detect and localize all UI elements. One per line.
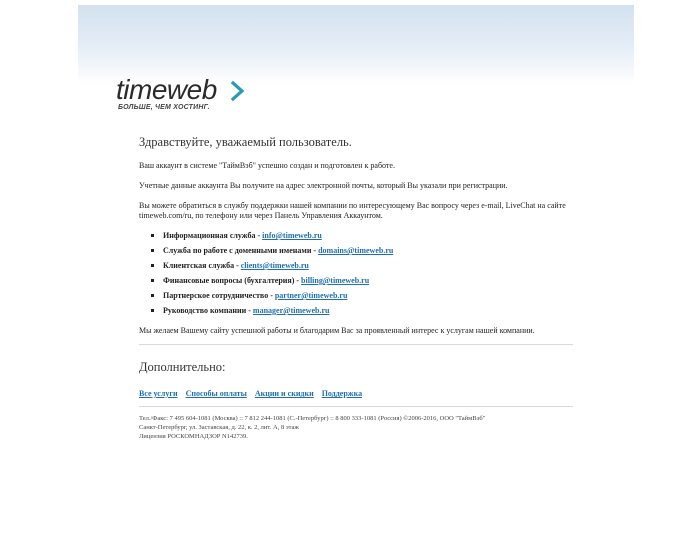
link-promotions[interactable]: Акции и скидки bbox=[254, 389, 314, 398]
footer-address: Санкт-Петербург, ул. Заставская, д. 22, к. 2, лит. А, 8 этаж bbox=[139, 424, 299, 431]
email-link-partner[interactable]: partner@timeweb.ru bbox=[274, 291, 348, 300]
message-body bbox=[139, 135, 573, 441]
email-frame bbox=[78, 5, 634, 527]
bullet-icon bbox=[151, 249, 154, 252]
credentials-text: Учетные данные аккаунта Вы получите на адрес электронной почты, который Вы указали при регистрации. bbox=[139, 181, 508, 190]
support-text: Вы можете обратиться в службу поддержки нашей компании по интересующему Вас вопросу через e-mail, LiveChat на сайте timeweb.com/ru, по телефону или через Панель Управления Аккаунтом. bbox=[139, 201, 566, 220]
contact-item bbox=[151, 276, 573, 291]
bullet-icon bbox=[151, 264, 154, 267]
link-payment-methods[interactable]: Способы оплаты bbox=[185, 389, 247, 398]
header-banner bbox=[78, 5, 634, 85]
logo-tagline: БОЛЬШЕ, ЧЕМ ХОСТИНГ. bbox=[118, 104, 210, 111]
divider bbox=[139, 406, 573, 407]
email-link-manager[interactable]: manager@timeweb.ru bbox=[252, 306, 330, 315]
email-link-billing[interactable]: billing@timeweb.ru bbox=[301, 276, 370, 285]
bullet-icon bbox=[151, 234, 154, 237]
wish-text: Мы желаем Вашему сайту успешной работы и благодарим Вас за проявленный интерес к услугам нашей компании. bbox=[139, 326, 535, 335]
chevron-right-icon bbox=[230, 80, 246, 102]
contact-item bbox=[151, 306, 573, 321]
email-link-clients[interactable]: clients@timeweb.ru bbox=[240, 261, 309, 270]
contact-item bbox=[151, 231, 573, 246]
bullet-icon bbox=[151, 294, 154, 297]
divider bbox=[139, 344, 573, 345]
email-link-info[interactable]: info@timeweb.ru bbox=[262, 231, 322, 240]
contact-label: Партнерское сотрудничество - bbox=[163, 291, 275, 300]
bullet-icon bbox=[151, 309, 154, 312]
contact-label: Руководство компании - bbox=[163, 306, 253, 315]
contact-item bbox=[151, 246, 573, 261]
link-all-services[interactable]: Все услуги bbox=[139, 389, 178, 398]
contact-label: Финансовые вопросы (бухгалтерия) - bbox=[163, 276, 302, 285]
footer-phones: Тел./Факс: 7 495 604-1081 (Москва) :: 7 812 244-1081 (С.-Петербург) :: 8 800 333-1081 (Россия) ©2006-2016, ООО "ТаймВэб" bbox=[139, 415, 486, 422]
email-link-domains[interactable]: domains@timeweb.ru bbox=[318, 246, 394, 255]
contact-item bbox=[151, 291, 573, 306]
footer-license: Лицензия РОСКОМНАДЗОР N142739. bbox=[139, 433, 248, 440]
link-support[interactable]: Поддержка bbox=[321, 389, 363, 398]
extra-heading: Дополнительно: bbox=[139, 360, 226, 374]
contact-label: Служба по работе с доменными именами - bbox=[163, 246, 319, 255]
account-ready-text: Ваш аккаунт в системе "ТаймВэб" успешно создан и подготовлен к работе. bbox=[139, 161, 395, 170]
timeweb-logo[interactable] bbox=[116, 75, 276, 117]
contacts-list bbox=[139, 231, 573, 321]
contact-item bbox=[151, 261, 573, 276]
contact-label: Информационная служба - bbox=[163, 231, 263, 240]
logo-wordmark: timeweb bbox=[116, 74, 217, 105]
greeting-heading: Здравствуйте, уважаемый пользователь. bbox=[139, 135, 352, 149]
extra-links bbox=[139, 389, 573, 399]
footer bbox=[139, 414, 573, 441]
bullet-icon bbox=[151, 279, 154, 282]
contact-label: Клиентская служба - bbox=[163, 261, 241, 270]
